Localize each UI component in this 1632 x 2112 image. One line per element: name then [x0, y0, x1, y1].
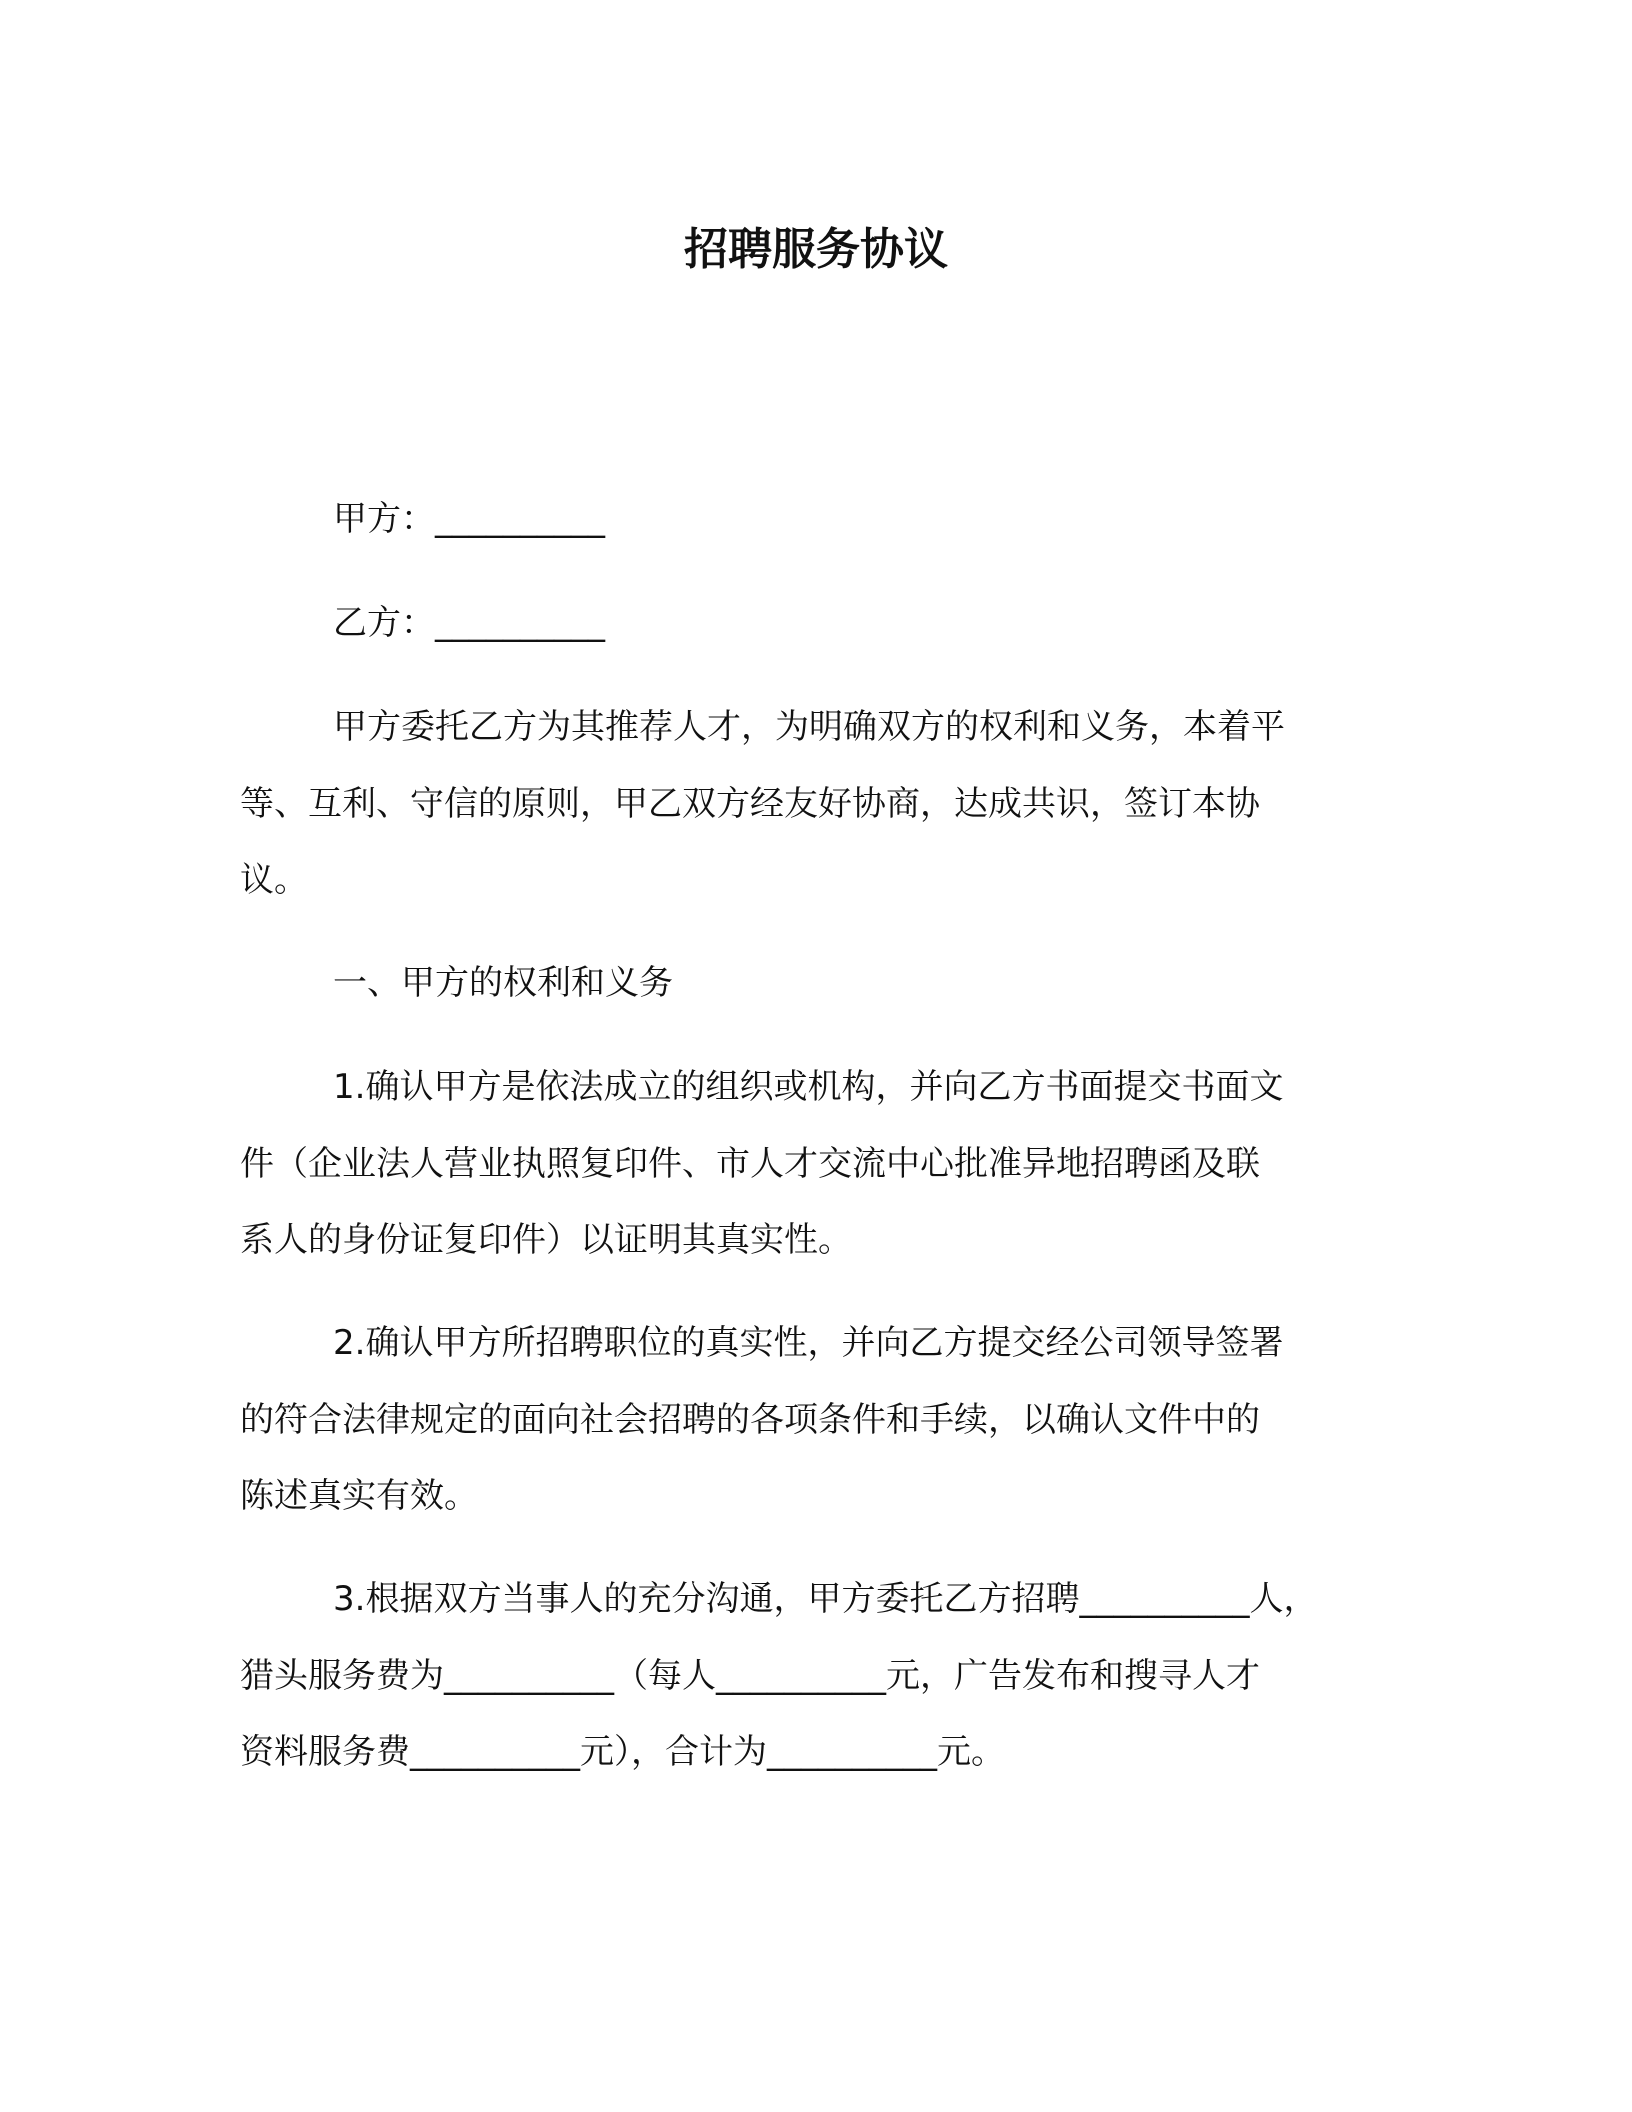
- text-line: 猎头服务费为__________（每人__________元，广告发布和搜寻人才: [240, 1655, 1260, 1696]
- text-line: 资料服务费__________元），合计为__________元。: [240, 1732, 1005, 1773]
- clause-3: [240, 1561, 1410, 1791]
- text-line: 3.根据双方当事人的充分沟通，甲方委托乙方招聘__________人，: [333, 1579, 1318, 1619]
- text-line: 的符合法律规定的面向社会招聘的各项条件和手续，以确认文件中的: [240, 1399, 1260, 1440]
- text-line: 等、互利、守信的原则，甲乙双方经友好协商，达成共识，签订本协: [240, 783, 1260, 824]
- party-b: 乙方：__________: [333, 603, 605, 643]
- party-b-line: [240, 585, 1410, 662]
- text-line: 议。: [240, 860, 308, 901]
- section1-heading: 一、甲方的权利和义务: [333, 963, 673, 1003]
- party-a-line: [240, 481, 1410, 558]
- section-heading: [240, 945, 1410, 1022]
- text-line: 1.确认甲方是依法成立的组织或机构，并向乙方书面提交书面文: [333, 1067, 1284, 1107]
- document-title: 招聘服务协议: [684, 224, 948, 275]
- text-line: 件（企业法人营业执照复印件、市人才交流中心批准异地招聘函及联: [240, 1143, 1260, 1184]
- text-line: 甲方委托乙方为其推荐人才，为明确双方的权利和义务，本着平: [333, 707, 1285, 747]
- clause-1: [240, 1049, 1410, 1279]
- text-line: 系人的身份证复印件）以证明其真实性。: [240, 1220, 852, 1261]
- clause-2: [240, 1305, 1410, 1535]
- text-line: 陈述真实有效。: [240, 1476, 478, 1517]
- text-line: 2.确认甲方所招聘职位的真实性，并向乙方提交经公司领导签署: [333, 1323, 1284, 1363]
- party-a: 甲方：__________: [333, 499, 605, 539]
- preamble-paragraph: [240, 689, 1410, 919]
